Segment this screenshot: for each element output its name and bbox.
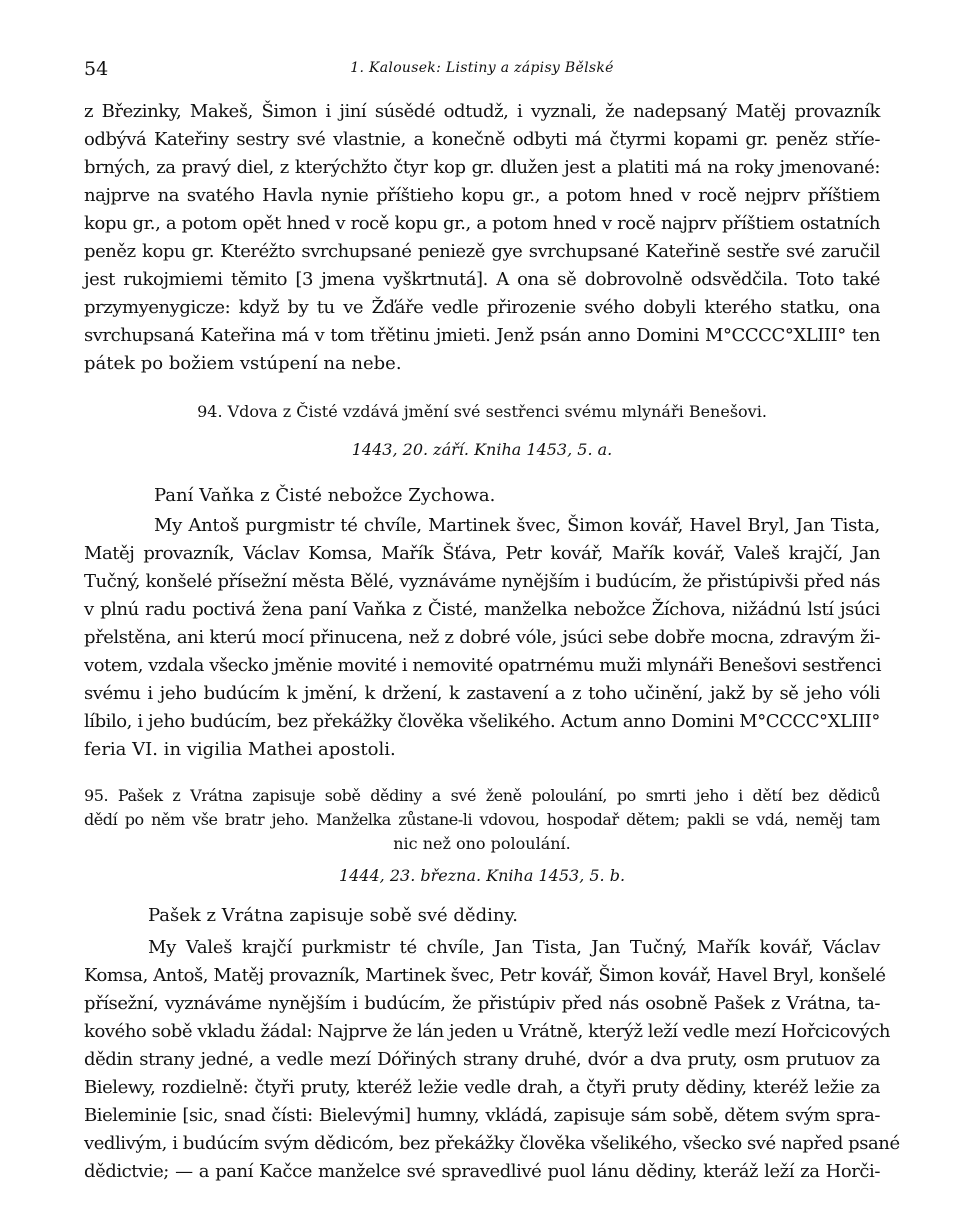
entry-heading-line: 95. Pašek z Vrátna zapisuje sobě dědiny a své ženě poloulání, po smrti jeho i dětí bez dědiců	[84, 786, 880, 805]
entry-date-source: 1443, 20. září. Kniha 1453, 5. a.	[351, 440, 613, 459]
text-line: vedlivým, i budúcím svým dědicóm, bez překážky člověka všelikého, všecko své napřed psané	[84, 1133, 900, 1154]
page-header	[84, 58, 880, 82]
text-line: Bieleminie [sic, snad čísti: Bielevými] humny, vkládá, zapisuje sám sobě, dětem svým spra-	[84, 1105, 880, 1126]
text-line: svému i jeho budúcím k jmění, k držení, k zastavení a z toho učinění, jakž by sě jeho vóli	[84, 683, 880, 704]
page-number: 54	[84, 58, 109, 80]
text-line: Matěj provazník, Václav Komsa, Mařík Šťáva, Petr kovář, Mařík kovář, Valeš krajčí, Jan	[84, 543, 880, 564]
text-line: peněz kopu gr. Kteréžto svrchupsané peniezě gye svrchupsané Kateřině sestře své zaručil	[84, 241, 880, 262]
text-line: dědin strany jedné, a vedle mezí Dóřiných strany druhé, dvór a dva pruty, osm prutuov za	[84, 1049, 880, 1070]
running-title: 1. Kalousek: Listiny a zápisy Bělské	[350, 60, 614, 76]
text-line: přísežní, vyznáváme nynějším i budúcím, že přistúpiv před nás osobně Pašek z Vrátna, ta-	[84, 993, 880, 1014]
text-line: najprve na svatého Havla nynie příštieho kopu gr., a potom hned v rocě nejprv příštiem	[84, 185, 880, 206]
text-line: votem, vzdala všecko jměnie movité i nemovité opatrnému muži mlynáři Benešovi sestřenci	[84, 655, 882, 676]
entry-heading: 94. Vdova z Čisté vzdává jmění své sestřenci svému mlynáři Benešovi.	[197, 402, 767, 421]
entry-salutation: Pašek z Vrátna zapisuje sobě své dědiny.	[148, 905, 518, 926]
text-line: v plnú radu poctivá žena paní Vaňka z Čisté, manželka nebožce Žíchova, nižádnú lstí jsúci	[84, 599, 880, 620]
text-line: Bielewy, rozdielně: čtyři pruty, kteréž ležie vedle drah, a čtyři pruty dědiny, kteréž ležie za	[84, 1077, 880, 1098]
text-line: z Březinky, Makeš, Šimon i jiní súsědé odtudž, i vyznali, že nadepsaný Matěj provazník	[84, 101, 880, 122]
entry-heading-line: dědí po něm vše bratr jeho. Manželka zůstane-li vdovou, hospodař dětem; pakli se vdá, neměj tam	[84, 810, 880, 829]
text-line: kopu gr., a potom opět hned v rocě kopu gr., a potom hned v rocě najprv příštiem ostatních	[84, 213, 880, 234]
text-line: My Antoš purgmistr té chvíle, Martinek švec, Šimon kovář, Havel Bryl, Jan Tista,	[154, 515, 880, 536]
text-line: líbilo, i jeho budúcím, bez překážky člověka všelikého. Actum anno Domini M°CCCC°XLIII°	[84, 711, 880, 732]
text-line: feria VI. in vigilia Mathei apostoli.	[84, 739, 396, 760]
text-line: dědictvie; — a paní Kačce manželce své spravedlivé puol lánu dědiny, kteráž leží za Horči-	[84, 1161, 880, 1182]
text-line: pátek po božiem vstúpení na nebe.	[84, 353, 402, 374]
text-line: Komsa, Antoš, Matěj provazník, Martinek švec, Petr kovář, Šimon kovář, Havel Bryl, konšelé	[84, 965, 886, 986]
text-line: jest rukojmiemi těmito [3 jmena vyškrtnutá]. A ona sě dobrovolně odsvědčila. Toto také	[84, 269, 880, 290]
entry-date-source: 1444, 23. března. Kniha 1453, 5. b.	[338, 866, 626, 885]
text-line: brných, za pravý diel, z kterýchžto čtyr kop gr. dlužen jest a platiti má na roky jmenované:	[84, 157, 880, 178]
text-line: odbývá Kateřiny sestry své vlastnie, a konečně odbyti má čtyrmi kopami gr. peněz stříe-	[84, 129, 880, 150]
text-line: My Valeš krajčí purkmistr té chvíle, Jan Tista, Jan Tučný, Mařík kovář, Václav	[148, 937, 880, 958]
text-line: Tučný, konšelé přísežní města Bělé, vyznáváme nynějším i budúcím, že přistúpivši před nás	[84, 571, 880, 592]
text-line: svrchupsaná Kateřina má v tom třětinu jmieti. Jenž psán anno Domini M°CCCC°XLIII° ten	[84, 325, 880, 346]
entry-heading-line: nic než ono poloulání.	[393, 834, 571, 853]
text-line: kového sobě vkladu žádal: Najprve že lán jeden u Vrátně, kterýž leží vedle mezí Hořcicových	[84, 1021, 891, 1042]
text-line: przymyenygicze: když by tu ve Žďáře vedle přirozenie svého dobyli kterého statku, ona	[84, 297, 880, 318]
entry-salutation: Paní Vaňka z Čisté nebožce Zychowa.	[154, 485, 496, 506]
text-line: přelstěna, ani kterú mocí přinucena, než z dobré vóle, jsúci sebe dobře mocna, zdravým ži-	[84, 627, 880, 648]
